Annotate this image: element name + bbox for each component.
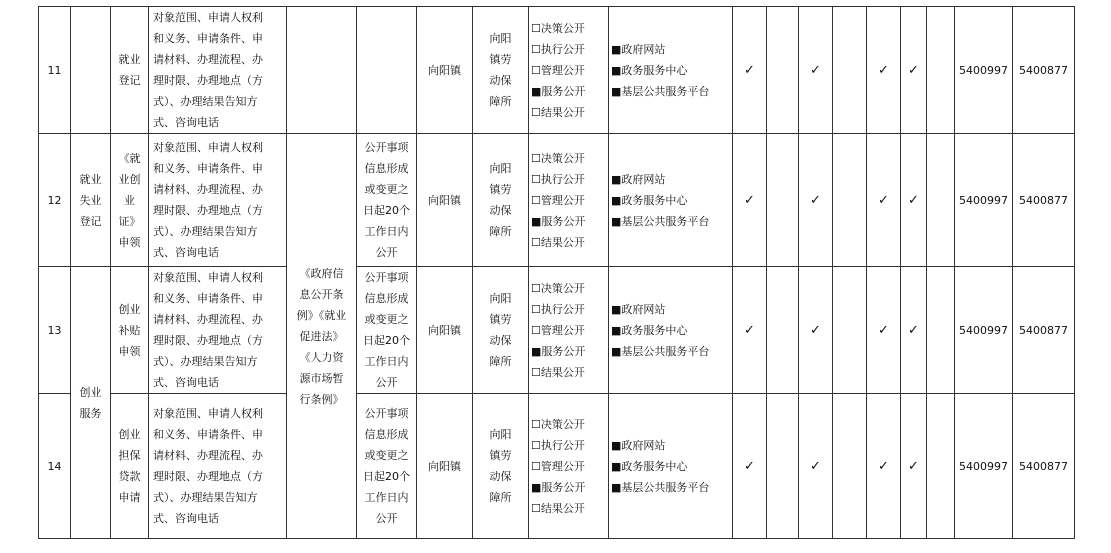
subject: 向阳镇 (417, 134, 473, 267)
phone-number: 5400997 (955, 134, 1013, 267)
check-mark (833, 134, 867, 267)
check-mark (767, 394, 799, 539)
channel-item: ■政府网站 (611, 302, 666, 316)
channel-item: ■基层公共服务平台 (611, 84, 710, 98)
check-mark (767, 134, 799, 267)
scope-item: ☐执行公开 (531, 302, 585, 316)
channel-list (609, 394, 733, 539)
check-mark: ✓ (901, 7, 927, 134)
check-mark: ✓ (799, 134, 833, 267)
agency: 向阳 镇劳 动保 障所 (473, 267, 529, 394)
check-mark: ✓ (733, 394, 767, 539)
disclosure-content: 对象范围、申请人权利 和义务、申请条件、申 请材料、办理流程、办 理时限、办理地点（方 式）、办理结果告知方 式、咨询电话 (149, 267, 287, 394)
scope-list (529, 7, 609, 134)
empty-cell (927, 394, 955, 539)
scope-item: ☐管理公开 (531, 323, 585, 337)
scope-item: ☐结果公开 (531, 105, 585, 119)
disclosure-content: 对象范围、申请人权利 和义务、申请条件、申 请材料、办理流程、办 理时限、办理地点（方 式）、办理结果告知方 式、咨询电话 (149, 7, 287, 134)
phone-number: 5400997 (955, 394, 1013, 539)
row-index: 12 (39, 134, 71, 267)
subject: 向阳镇 (417, 267, 473, 394)
channel-item: ■基层公共服务平台 (611, 480, 710, 494)
check-mark: ✓ (733, 7, 767, 134)
channel-item: ■基层公共服务平台 (611, 344, 710, 358)
channel-item: ■政府网站 (611, 438, 666, 452)
scope-item: ☐执行公开 (531, 42, 585, 56)
item-name: 《就 业创 业 证》 申领 (111, 134, 149, 267)
phone-number: 5400877 (1013, 267, 1075, 394)
row-index: 11 (39, 7, 71, 134)
item-name: 创业 补贴 申领 (111, 267, 149, 394)
item-name: 就业 登记 (111, 7, 149, 134)
scope-item: ☐结果公开 (531, 235, 585, 249)
scope-list (529, 267, 609, 394)
disclosure-content: 对象范围、申请人权利 和义务、申请条件、申 请材料、办理流程、办 理时限、办理地点（方 式）、办理结果告知方 式、咨询电话 (149, 394, 287, 539)
scope-item: ☐执行公开 (531, 438, 585, 452)
channel-list (609, 7, 733, 134)
channel-list (609, 267, 733, 394)
check-mark: ✓ (867, 267, 901, 394)
row-index: 13 (39, 267, 71, 394)
empty-cell (927, 267, 955, 394)
check-mark (767, 7, 799, 134)
check-mark: ✓ (799, 7, 833, 134)
check-mark: ✓ (901, 134, 927, 267)
check-mark: ✓ (799, 394, 833, 539)
channel-item: ■基层公共服务平台 (611, 214, 710, 228)
scope-item: ☐结果公开 (531, 501, 585, 515)
channel-item: ■政务服务中心 (611, 63, 688, 77)
time-limit (357, 7, 417, 134)
category-cell (71, 7, 111, 134)
phone-number: 5400997 (955, 267, 1013, 394)
phone-number: 5400877 (1013, 394, 1075, 539)
scope-item: ☐管理公开 (531, 193, 585, 207)
channel-list (609, 134, 733, 267)
table-row (39, 394, 1075, 539)
scope-item: ■服务公开 (531, 480, 586, 494)
channel-item: ■政务服务中心 (611, 459, 688, 473)
time-limit: 公开事项 信息形成 或变更之 日起20个 工作日内 公开 (357, 394, 417, 539)
phone-number: 5400877 (1013, 134, 1075, 267)
table-row (39, 267, 1075, 394)
row-index: 14 (39, 394, 71, 539)
check-mark (833, 267, 867, 394)
check-mark: ✓ (867, 7, 901, 134)
check-mark: ✓ (733, 267, 767, 394)
check-mark: ✓ (901, 267, 927, 394)
check-mark: ✓ (867, 394, 901, 539)
category-cell: 创业 服务 (71, 267, 111, 539)
check-mark (833, 7, 867, 134)
check-mark (833, 394, 867, 539)
channel-item: ■政府网站 (611, 172, 666, 186)
scope-list (529, 134, 609, 267)
check-mark: ✓ (867, 134, 901, 267)
empty-cell (927, 134, 955, 267)
channel-item: ■政务服务中心 (611, 323, 688, 337)
category-cell: 就业 失业 登记 (71, 134, 111, 267)
scope-item: ☐管理公开 (531, 459, 585, 473)
empty-cell (927, 7, 955, 134)
table-row (39, 134, 1075, 267)
time-limit: 公开事项 信息形成 或变更之 日起20个 工作日内 公开 (357, 267, 417, 394)
subject: 向阳镇 (417, 394, 473, 539)
phone-number: 5400997 (955, 7, 1013, 134)
check-mark: ✓ (799, 267, 833, 394)
scope-item: ■服务公开 (531, 214, 586, 228)
scope-item: ☐决策公开 (531, 417, 585, 431)
subject: 向阳镇 (417, 7, 473, 134)
check-mark (767, 267, 799, 394)
scope-item: ■服务公开 (531, 84, 586, 98)
basis-cell: 《政府信 息公开条 例》《就业 促进法》 《人力资 源市场暂 行条例》 (287, 134, 357, 539)
disclosure-table (38, 6, 1075, 539)
scope-item: ■服务公开 (531, 344, 586, 358)
scope-item: ☐执行公开 (531, 172, 585, 186)
scope-item: ☐结果公开 (531, 365, 585, 379)
agency: 向阳 镇劳 动保 障所 (473, 394, 529, 539)
scope-item: ☐决策公开 (531, 151, 585, 165)
channel-item: ■政府网站 (611, 42, 666, 56)
check-mark: ✓ (733, 134, 767, 267)
table-row (39, 7, 1075, 134)
time-limit: 公开事项 信息形成 或变更之 日起20个 工作日内 公开 (357, 134, 417, 267)
agency: 向阳 镇劳 动保 障所 (473, 134, 529, 267)
item-name: 创业 担保 贷款 申请 (111, 394, 149, 539)
channel-item: ■政务服务中心 (611, 193, 688, 207)
scope-item: ☐管理公开 (531, 63, 585, 77)
phone-number: 5400877 (1013, 7, 1075, 134)
scope-list (529, 394, 609, 539)
scope-item: ☐决策公开 (531, 21, 585, 35)
check-mark: ✓ (901, 394, 927, 539)
disclosure-content: 对象范围、申请人权利 和义务、申请条件、申 请材料、办理流程、办 理时限、办理地点（方 式）、办理结果告知方 式、咨询电话 (149, 134, 287, 267)
scope-item: ☐决策公开 (531, 281, 585, 295)
basis-cell (287, 7, 357, 134)
agency: 向阳 镇劳 动保 障所 (473, 7, 529, 134)
